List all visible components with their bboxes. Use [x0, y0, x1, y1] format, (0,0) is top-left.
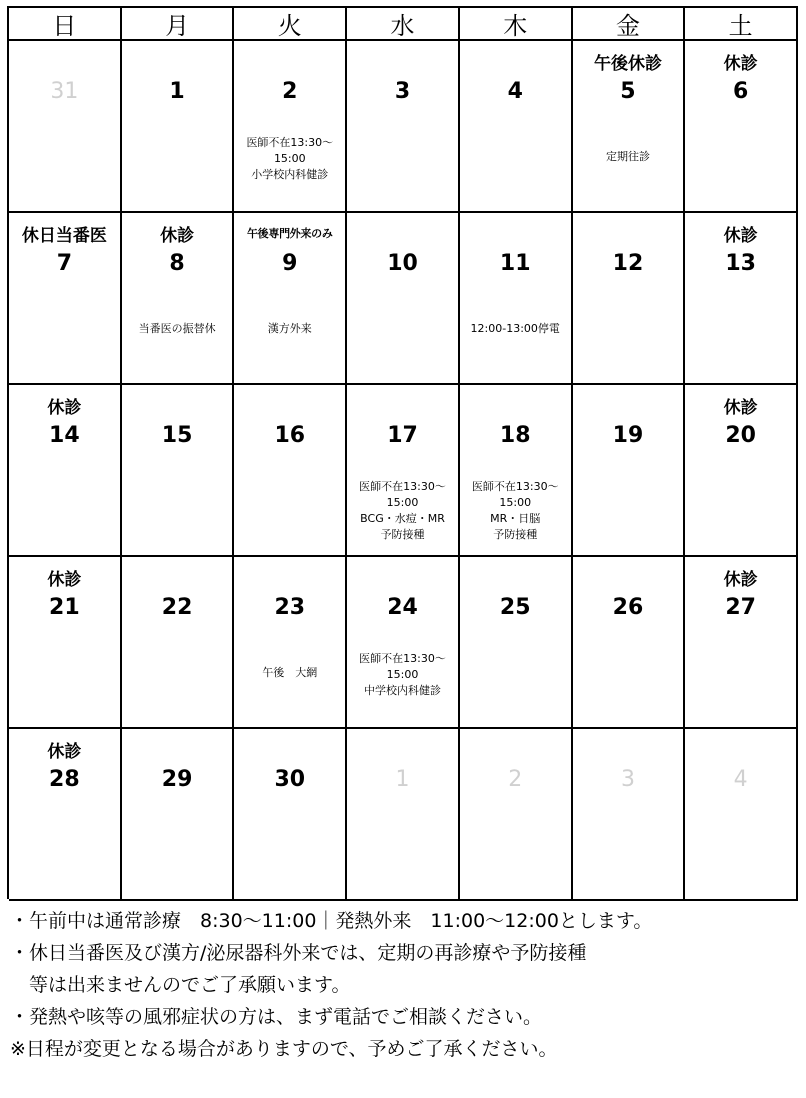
day-number: 16: [274, 423, 306, 448]
weekday-header-row: [9, 8, 798, 41]
day-number: 28: [49, 767, 80, 792]
day-number: 8: [169, 251, 185, 276]
day-status: 休診: [160, 226, 195, 246]
notice-line: ・発熱や咳等の風邪症状の方は、まず電話でご相談ください。: [10, 1006, 543, 1028]
day-cell: [122, 385, 235, 557]
day-number: 29: [161, 767, 193, 792]
calendar-grid: [7, 6, 798, 899]
day-notes: [234, 135, 345, 183]
day-cell: [460, 41, 573, 213]
day-number: 6: [733, 79, 749, 104]
day-status: 休診: [723, 398, 758, 418]
day-number: 27: [725, 595, 756, 620]
day-status: 午後休診: [593, 54, 662, 74]
calendar-week: [9, 213, 798, 385]
day-cell: [573, 557, 686, 729]
day-status: 休診: [723, 570, 758, 590]
day-status: 休日当番医: [21, 226, 107, 246]
day-number: 21: [49, 595, 80, 620]
day-number: 12: [612, 251, 644, 276]
day-note-line: MR・日脳: [490, 512, 541, 525]
notice-line: ・午前中は通常診療 8:30～11:00｜発熱外来 11:00～12:00とします。: [10, 910, 653, 932]
notice-line: ※日程が変更となる場合がありますので、予めご了承ください。: [10, 1038, 558, 1060]
day-number: 18: [499, 423, 531, 448]
calendar-weeks: [9, 41, 798, 901]
day-status: 休診: [723, 226, 758, 246]
day-number: 2: [508, 767, 523, 792]
day-cell: [347, 385, 460, 557]
weekday-thu: 木: [460, 8, 573, 41]
day-cell: [573, 729, 686, 901]
day-number: 3: [620, 767, 635, 792]
day-status: 午後専門外来のみ: [246, 227, 333, 240]
day-cell: [9, 557, 122, 729]
day-cell: [122, 213, 235, 385]
day-status: 休診: [47, 742, 82, 762]
day-number: 24: [387, 595, 418, 620]
day-cell: [573, 41, 686, 213]
day-note-line: 15:00: [273, 152, 306, 165]
day-cell: [9, 385, 122, 557]
day-cell: [685, 385, 798, 557]
day-status: 休診: [723, 54, 758, 74]
day-cell: [573, 385, 686, 557]
day-note-line: 定期往診: [605, 150, 650, 163]
day-cell: [573, 213, 686, 385]
weekday-sun: 日: [9, 8, 122, 41]
day-number: 4: [733, 767, 748, 792]
day-note-line: 当番医の振替休: [138, 322, 216, 335]
day-number: 14: [49, 423, 80, 448]
day-note-line: 午後 大網: [262, 666, 318, 679]
day-cell: [347, 41, 460, 213]
day-note-line: 12:00-13:00停電: [470, 322, 560, 335]
day-cell: [460, 729, 573, 901]
day-cell: [234, 213, 347, 385]
day-cell: [234, 729, 347, 901]
day-number: 5: [620, 79, 636, 104]
day-note-line: 中学校内科健診: [364, 684, 442, 697]
day-note-line: 15:00: [386, 668, 419, 681]
day-number: 30: [274, 767, 306, 792]
day-note-line: 医師不在13:30～: [359, 652, 446, 665]
day-number: 10: [387, 251, 418, 276]
day-cell: [347, 557, 460, 729]
day-notes: [347, 651, 458, 699]
day-number: 15: [161, 423, 193, 448]
day-cell: [685, 729, 798, 901]
day-note-line: 予防接種: [493, 528, 538, 541]
weekday-tue: 火: [234, 8, 347, 41]
day-note-line: 医師不在13:30～: [246, 136, 334, 149]
day-number: 19: [612, 423, 644, 448]
day-number: 20: [725, 423, 756, 448]
notice-line: ・休日当番医及び漢方/泌尿器科外来では、定期の再診療や予防接種: [10, 942, 587, 964]
day-note-line: 予防接種: [380, 528, 425, 541]
day-note-line: 小学校内科健診: [251, 168, 329, 181]
day-number: 31: [50, 79, 79, 104]
day-number: 9: [282, 251, 298, 276]
day-cell: [9, 729, 122, 901]
day-number: 11: [499, 251, 531, 276]
day-cell: [685, 213, 798, 385]
day-note-line: 漢方外来: [267, 322, 312, 335]
day-cell: [234, 557, 347, 729]
day-cell: [347, 213, 460, 385]
notice-line: 等は出来ませんのでご了承願います。: [10, 974, 351, 996]
day-notes: [234, 665, 345, 681]
day-cell: [234, 385, 347, 557]
day-notes: [460, 321, 571, 337]
day-note-line: 15:00: [499, 496, 532, 509]
calendar-week: [9, 729, 798, 901]
day-number: 7: [56, 251, 73, 276]
day-status: 休診: [47, 398, 82, 418]
day-number: 1: [169, 79, 185, 104]
day-cell: [122, 41, 235, 213]
day-status: 休診: [47, 570, 82, 590]
day-note-line: 医師不在13:30～: [359, 480, 446, 493]
day-notes: [122, 321, 233, 337]
day-number: 17: [387, 423, 418, 448]
day-notes: [347, 479, 458, 543]
day-cell: [122, 557, 235, 729]
day-cell: [460, 213, 573, 385]
day-note-line: 医師不在13:30～: [471, 480, 559, 493]
weekday-fri: 金: [573, 8, 686, 41]
day-notes: [460, 479, 571, 543]
day-number: 25: [499, 595, 531, 620]
day-cell: [460, 385, 573, 557]
day-number: 2: [282, 79, 298, 104]
day-number: 22: [161, 595, 193, 620]
weekday-mon: 月: [122, 8, 235, 41]
day-cell: [9, 213, 122, 385]
calendar-week: [9, 557, 798, 729]
day-number: 3: [394, 79, 411, 104]
day-notes: [234, 321, 345, 337]
day-cell: [122, 729, 235, 901]
calendar-week: [9, 385, 798, 557]
calendar-week: [9, 41, 798, 213]
day-note-line: BCG・水痘・MR: [360, 512, 445, 525]
day-number: 26: [612, 595, 644, 620]
day-number: 23: [274, 595, 306, 620]
notice-text: [10, 905, 800, 1065]
day-cell: [9, 41, 122, 213]
day-number: 4: [507, 79, 523, 104]
day-cell: [347, 729, 460, 901]
day-number: 1: [395, 767, 410, 792]
day-notes: [573, 149, 684, 165]
day-cell: [685, 557, 798, 729]
weekday-wed: 水: [347, 8, 460, 41]
day-cell: [234, 41, 347, 213]
weekday-sat: 土: [685, 8, 798, 41]
day-cell: [460, 557, 573, 729]
day-note-line: 15:00: [386, 496, 419, 509]
day-cell: [685, 41, 798, 213]
day-number: 13: [725, 251, 756, 276]
